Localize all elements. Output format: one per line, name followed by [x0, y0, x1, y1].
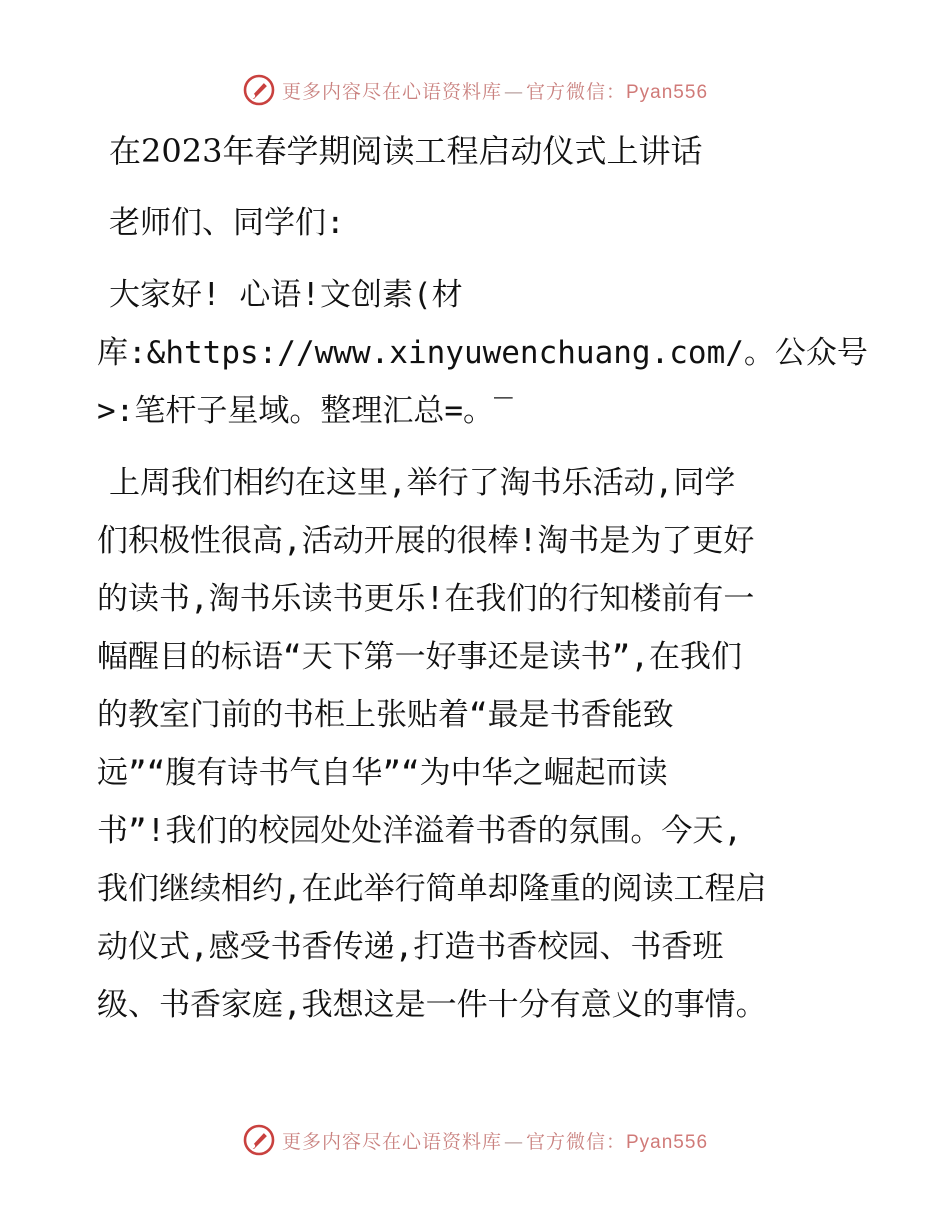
banner-separator: — — [503, 1130, 524, 1153]
quill-seal-icon — [242, 1123, 276, 1157]
banner-wechat-id: Pyan556 — [626, 81, 709, 103]
body-line: 远”“腹有诗书气自华”“为中华之崛起而读 — [97, 755, 668, 791]
header-banner — [0, 68, 950, 112]
body-line: 的读书,淘书乐读书更乐!在我们的行知楼前有一 — [97, 581, 755, 617]
banner-site-name: 更多内容尽在心语资料库 — [281, 80, 502, 103]
body-line: 书”!我们的校园处处洋溢着书香的氛围。今天, — [97, 813, 742, 849]
intro-line: 库:&https://www.xinyuwenchuang.com/。公众号 — [97, 335, 868, 371]
banner-official-label: 官方微信： — [525, 1130, 626, 1153]
footer-banner — [0, 1118, 950, 1162]
body-line: 级、书香家庭,我想这是一件十分有意义的事情。 — [97, 987, 767, 1023]
banner-separator: — — [503, 80, 524, 103]
body-line: 我们继续相约,在此举行简单却隆重的阅读工程启 — [97, 871, 767, 907]
intro-line: 大家好! 心语!文创素(材 — [109, 277, 463, 313]
body-line: 的教室门前的书柜上张贴着“最是书香能致 — [97, 697, 674, 733]
intro-line: >:笔杆子星域。整理汇总=。‾ — [97, 393, 513, 429]
greeting: 老师们、同学们: — [109, 205, 345, 241]
banner-text — [282, 77, 708, 104]
banner-official-label: 官方微信： — [525, 80, 626, 103]
page-title: 在2023年春学期阅读工程启动仪式上讲话 — [109, 132, 703, 170]
body-line: 上周我们相约在这里,举行了淘书乐活动,同学 — [109, 465, 736, 501]
banner-text — [282, 1127, 708, 1154]
body-line: 幅醒目的标语“天下第一好事还是读书”,在我们 — [97, 639, 742, 675]
banner-wechat-id: Pyan556 — [626, 1131, 709, 1153]
body-line: 动仪式,感受书香传递,打造书香校园、书香班 — [97, 929, 724, 965]
quill-seal-icon — [242, 73, 276, 107]
document-body — [97, 122, 877, 1034]
body-line: 们积极性很高,活动开展的很棒!淘书是为了更好 — [97, 523, 755, 559]
banner-site-name: 更多内容尽在心语资料库 — [281, 1130, 502, 1153]
